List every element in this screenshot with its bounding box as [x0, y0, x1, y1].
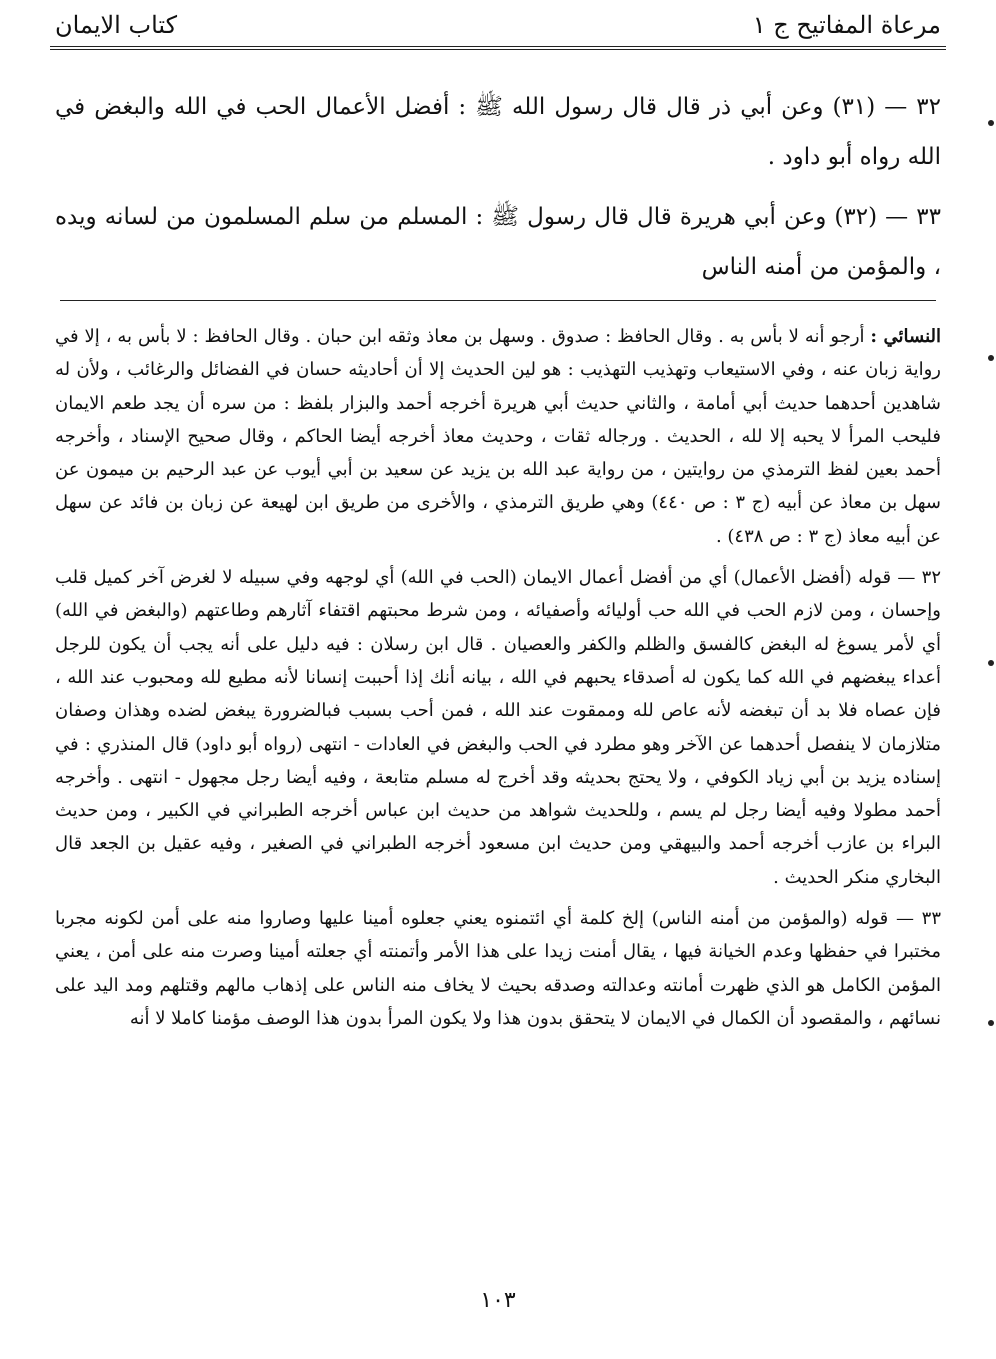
section-separator — [60, 300, 936, 301]
commentary-body: ٣٢ — قوله (أفضل الأعمال) أي من أفضل أعمال الايمان (الحب في الله) أي لوجهه وفي سبيله لا لغرض آخر كميل قلب وإحسان ، ومن لازم الحب في الله حب أوليائه وأصفيائه ، ومن شرط محبتهم اقتفاء آثارهم وطاعتهم (والبغض في الله) أي لأمر يسوغ له البغض كالفسق والظلم والكفر والعصيان . قال ابن رسلان : فيه دليل على أنه يجب أن يكون للرجل أعداء يبغضهم في الله كما يكون له أصدقاء يحبهم في الله ، بيانه أنك إذا أحببت إنسانا لأنه مطيع لله ومحبوب عند الله ، فإن عصاه فلا بد أن تبغضه لأنه عاص لله وممقوت عند الله ، فمن أحب بسبب فبالضرورة يبغض لضده وهذان وصفان متلازمان لا ينفصل أحدهما عن الآخر وهو مطرد في الحب والبغض في العادات - انتهى (رواه أبو داود) قال المنذري : في إسناده يزيد بن أبي زياد الكوفي ، ولا يحتج بحديثه وقد أخرج له مسلم متابعة ، وفيه أيضا رجل مجهول - انتهى . وأخرجه أحمد مطولا وفيه أيضا رجل لم يسم ، وللحديث شواهد من حديث ابن عباس أخرجه الطبراني في الكبير ، ومن حديث البراء بن عازب أخرجه أحمد والبيهقي ومن حديث ابن مسعود أخرجه الطبراني في الصغير ، وفيه عقيل بن الجعد قال البخاري منكر الحديث . — [55, 567, 941, 888]
page-number: ١٠٣ — [480, 1288, 516, 1313]
commentary-paragraph — [55, 902, 941, 1035]
chapter-title: كتاب الايمان — [55, 11, 178, 39]
commentary-block — [55, 320, 941, 1043]
header-rule-thin — [50, 49, 946, 50]
book-section-title: مرعاة المفاتيح ج ١ — [752, 11, 941, 39]
margin-mark — [988, 660, 994, 666]
commentary-lead: النسائي : — [870, 326, 941, 347]
hadith-33: ٣٣ — (٣٢) وعن أبي هريرة قال قال رسول ﷺ : المسلم من سلم المسلمون من لسانه ويده ، والمؤمن من أمنه الناس — [55, 204, 941, 280]
margin-mark — [988, 120, 994, 126]
commentary-body: ٣٣ — قوله (والمؤمن من أمنه الناس) إلخ كلمة أي ائتمنوه يعني جعلوه أمينا عليها وصاروا منه على أمن لكونه مجربا مختبرا في حفظها وعدم الخيانة فيها ، يقال أمنت زيدا على هذا الأمر وأتمنته أي جعلته أمينا وصرت منه على أمن ، يعني المؤمن الكامل هو الذي ظهرت أمانته وعدالته وصدقه بحيث لا يخاف منه الناس على إذهاب مالهم وقتلهم ومد اليد على نسائهم ، والمقصود أن الكمال في الايمان لا يتحقق بدون هذا ولا يكون المرأ بدون هذا الوصف مؤمنا كاملا لا أنه — [55, 908, 941, 1029]
margin-mark — [988, 355, 994, 361]
hadith-32: ٣٢ — (٣١) وعن أبي ذر قال قال رسول الله ﷺ : أفضل الأعمال الحب في الله والبغض في الله رواه أبو داود . — [55, 94, 941, 170]
running-header — [55, 6, 941, 44]
margin-mark — [988, 1020, 994, 1026]
commentary-paragraph — [55, 320, 941, 553]
hadith-text-block — [55, 82, 941, 302]
commentary-paragraph — [55, 561, 941, 894]
commentary-body: أرجو أنه لا بأس به . وقال الحافظ : صدوق . وسهل بن معاذ وثقه ابن حبان . وقال الحافظ : لا بأس به ، إلا في رواية زبان عنه ، وفي الاستيعاب وتهذيب التهذيب : هو لين الحديث إلا أن أحاديثه حسان في الفضائل والرغائب ، ولأن له شاهدين أحدهما حديث أبي أمامة ، والثاني حديث أبي هريرة أخرجه أحمد والبزار بلفظ : من سره أن يجد طعم الايمان فليحب المرأ لا يحبه إلا لله ، الحديث . ورجاله ثقات ، وحديث معاذ أخرجه أيضا الحاكم ، وقال صحيح الإسناد ، وأخرجه أحمد بعين لفظ الترمذي من روايتين ، من رواية عبد الله بن يزيد عن سعيد بن أبي أيوب عن عبد الرحيم بن ميمون عن سهل بن معاذ عن أبيه (ج ٣ : ص ٤٤٠) وهي طريق الترمذي ، والأخرى من طريق ابن لهيعة عن زبان بن فائد عن سهل عن أبيه معاذ (ج ٣ : ص ٤٣٨) . — [55, 326, 941, 547]
header-rule — [50, 46, 946, 47]
